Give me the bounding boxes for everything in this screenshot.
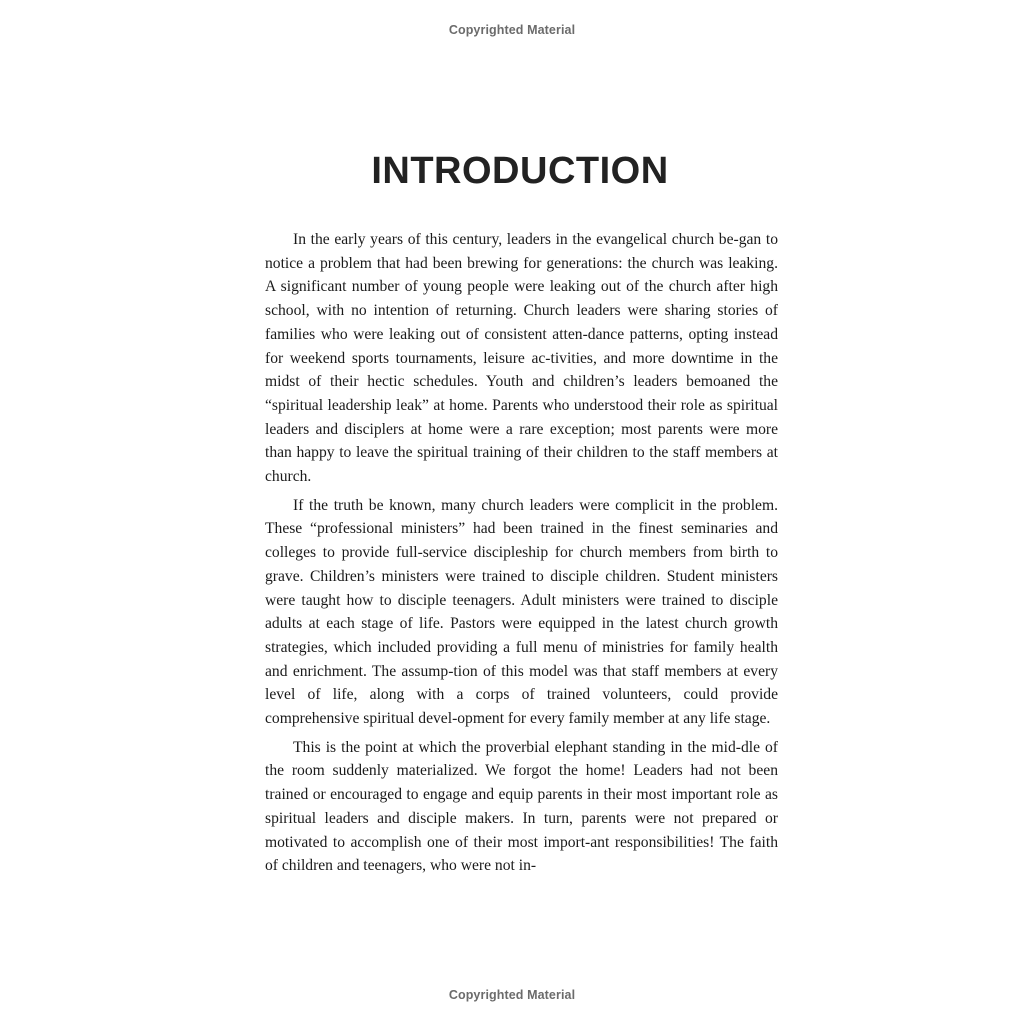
chapter-title: INTRODUCTION [371, 150, 669, 192]
body-text [265, 228, 778, 883]
copyright-watermark-bottom: Copyrighted Material [448, 988, 576, 1002]
paragraph-3: This is the point at which the proverbial elephant standing in the mid-dle of the room suddenly materialized. We forgot the home! Leaders had not been trained or encouraged to engage and equip parents in their most important role as spiritual leaders and disciple makers. In turn, parents were not prepared or motivated to accomplish one of their most import-ant responsibilities! The faith of children and teenagers, who were not in- [265, 738, 778, 875]
copyright-watermark-top: Copyrighted Material [448, 23, 576, 37]
paragraph-2: If the truth be known, many church leaders were complicit in the problem. These “professional ministers” had been trained in the finest seminaries and colleges to provide full-service discipleship for church members from birth to grave. Children’s ministers were trained to disciple children. Student ministers were taught how to disciple teenagers. Adult ministers were trained to disciple adults at each stage of life. Pastors were equipped in the latest church growth strategies, which included providing a full menu of ministries for family health and enrichment. The assump-tion of this model was that staff members at every level of life, along with a corps of trained volunteers, could provide comprehensive spiritual devel-opment for every family member at any life stage. [265, 496, 778, 728]
paragraph-1: In the early years of this century, leaders in the evangelical church be-gan to notice a problem that had been brewing for generations: the church was leaking. A significant number of young people were leaking out of the church after high school, with no intention of returning. Church leaders were sharing stories of families who were leaking out of consistent atten-dance patterns, opting instead for weekend sports tournaments, leisure ac-tivities, and more downtime in the midst of their hectic schedules. Youth and children’s leaders bemoaned the “spiritual leadership leak” at home. Parents who understood their role as spiritual leaders and disciplers at home were a rare exception; most parents were more than happy to leave the spiritual training of their children to the staff members at church. [265, 231, 778, 486]
